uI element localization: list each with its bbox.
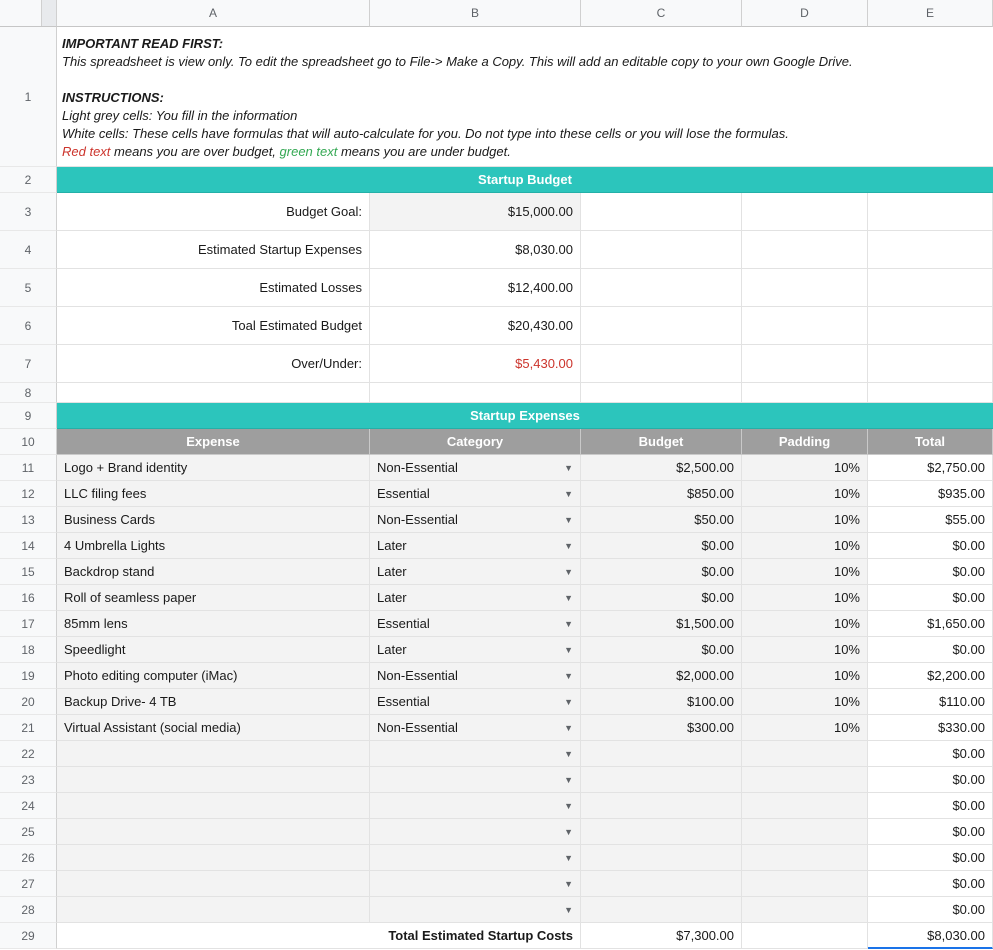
padding-cell[interactable]: 10% [742, 455, 868, 481]
empty-cell[interactable] [868, 383, 993, 403]
row-number[interactable]: 29 [0, 923, 57, 949]
white-cells-line: White cells: These cells have formulas that will auto-calculate for you. Do not type into these cells or you will lose the formulas. [62, 126, 789, 141]
column-header-d[interactable]: D [742, 0, 868, 27]
expense-name-cell[interactable] [57, 767, 370, 793]
row-number[interactable]: 14 [0, 533, 57, 559]
row-number[interactable]: 20 [0, 689, 57, 715]
expense-row [0, 689, 993, 715]
budget-cell[interactable] [581, 741, 742, 767]
budget-cell[interactable] [581, 767, 742, 793]
total-budget-cell[interactable]: $7,300.00 [581, 923, 742, 949]
expenses-header-row [0, 429, 993, 455]
empty-cell[interactable] [868, 231, 993, 269]
row-number[interactable]: 17 [0, 611, 57, 637]
budget-cell[interactable] [581, 845, 742, 871]
total-cell[interactable]: $55.00 [868, 507, 993, 533]
expense-name-cell[interactable]: Photo editing computer (iMac) [57, 663, 370, 689]
row-number[interactable]: 18 [0, 637, 57, 663]
instructions-title: INSTRUCTIONS: [62, 90, 164, 105]
budget-cell[interactable] [581, 793, 742, 819]
empty-cell[interactable] [581, 383, 742, 403]
budget-cell[interactable]: $0.00 [581, 533, 742, 559]
budget-value-cell[interactable]: $20,430.00 [370, 307, 581, 345]
expense-name-cell[interactable]: Business Cards [57, 507, 370, 533]
row-number[interactable]: 19 [0, 663, 57, 689]
total-cell[interactable]: $0.00 [868, 767, 993, 793]
red-text-rest: means you are over budget, [110, 144, 280, 159]
dropdown-arrow-icon[interactable]: ▼ [564, 566, 573, 577]
row-number[interactable]: 8 [0, 383, 57, 403]
row-number[interactable]: 28 [0, 897, 57, 923]
row-number[interactable]: 24 [0, 793, 57, 819]
dropdown-arrow-icon[interactable]: ▼ [564, 800, 573, 811]
empty-cell[interactable] [370, 383, 581, 403]
category-value: Later [377, 642, 407, 657]
totals-row [0, 923, 993, 949]
budget-cell[interactable]: $100.00 [581, 689, 742, 715]
category-cell[interactable] [370, 481, 581, 507]
budget-summary-row [0, 193, 993, 231]
category-value: Later [377, 564, 407, 579]
total-cell[interactable]: $0.00 [868, 845, 993, 871]
category-cell[interactable] [370, 559, 581, 585]
expense-name-cell[interactable] [57, 845, 370, 871]
category-cell[interactable] [370, 793, 581, 819]
budget-cell[interactable]: $0.00 [581, 559, 742, 585]
padding-cell[interactable]: 10% [742, 689, 868, 715]
budget-label-cell[interactable]: Estimated Startup Expenses [57, 231, 370, 269]
header-expense[interactable]: Expense [57, 429, 370, 455]
budget-summary-row [0, 345, 993, 383]
budget-value-cell[interactable]: $15,000.00 [370, 193, 581, 231]
important-body: This spreadsheet is view only. To edit the spreadsheet go to File-> Make a Copy. This will add an editable copy to your own Google Drive. [62, 54, 853, 69]
select-all-corner[interactable] [0, 0, 57, 27]
category-cell[interactable] [370, 819, 581, 845]
row-number[interactable]: 22 [0, 741, 57, 767]
empty-cell[interactable] [581, 193, 742, 231]
expense-row [0, 481, 993, 507]
expense-name-cell[interactable] [57, 819, 370, 845]
expense-name-cell[interactable] [57, 897, 370, 923]
dropdown-arrow-icon[interactable]: ▼ [564, 852, 573, 863]
budget-cell[interactable]: $0.00 [581, 585, 742, 611]
column-header-b[interactable]: B [370, 0, 581, 27]
dropdown-arrow-icon[interactable]: ▼ [564, 644, 573, 655]
row-number[interactable]: 25 [0, 819, 57, 845]
total-cell[interactable]: $0.00 [868, 793, 993, 819]
total-cell[interactable]: $1,650.00 [868, 611, 993, 637]
category-value: Non-Essential [377, 512, 458, 527]
empty-expense-row [0, 897, 993, 923]
row-number[interactable]: 5 [0, 269, 57, 307]
expenses-section-title[interactable]: Startup Expenses [57, 403, 993, 429]
dropdown-arrow-icon[interactable]: ▼ [564, 592, 573, 603]
category-cell[interactable] [370, 611, 581, 637]
category-cell[interactable] [370, 715, 581, 741]
total-cell[interactable]: $0.00 [868, 559, 993, 585]
dropdown-arrow-icon[interactable]: ▼ [564, 696, 573, 707]
total-costs-label-cell[interactable]: Total Estimated Startup Costs [57, 923, 581, 949]
category-cell[interactable] [370, 507, 581, 533]
total-cell[interactable]: $2,200.00 [868, 663, 993, 689]
header-budget[interactable]: Budget [581, 429, 742, 455]
budget-cell[interactable]: $850.00 [581, 481, 742, 507]
category-cell[interactable] [370, 689, 581, 715]
header-category[interactable]: Category [370, 429, 581, 455]
grey-cells-line: Light grey cells: You fill in the information [62, 108, 298, 123]
budget-label-cell[interactable]: Toal Estimated Budget [57, 307, 370, 345]
expense-name-cell[interactable]: Speedlight [57, 637, 370, 663]
row-number[interactable]: 23 [0, 767, 57, 793]
empty-cell[interactable] [868, 193, 993, 231]
dropdown-arrow-icon[interactable]: ▼ [564, 878, 573, 889]
dropdown-arrow-icon[interactable]: ▼ [564, 670, 573, 681]
padding-cell[interactable]: 10% [742, 507, 868, 533]
row-number[interactable]: 11 [0, 455, 57, 481]
budget-cell[interactable]: $2,500.00 [581, 455, 742, 481]
padding-cell[interactable]: 10% [742, 611, 868, 637]
expense-name-cell[interactable] [57, 793, 370, 819]
padding-cell[interactable] [742, 793, 868, 819]
empty-expense-row [0, 871, 993, 897]
budget-cell[interactable]: $0.00 [581, 637, 742, 663]
empty-cell[interactable] [868, 269, 993, 307]
total-cell[interactable]: $0.00 [868, 897, 993, 923]
category-value: Essential [377, 616, 430, 631]
padding-cell[interactable]: 10% [742, 715, 868, 741]
budget-cell[interactable] [581, 819, 742, 845]
column-header-e[interactable]: E [868, 0, 993, 27]
padding-cell[interactable] [742, 741, 868, 767]
empty-cell[interactable] [581, 231, 742, 269]
category-value: Later [377, 538, 407, 553]
expense-rows [0, 455, 993, 741]
instructions-cell[interactable] [57, 27, 993, 167]
budget-cell[interactable]: $300.00 [581, 715, 742, 741]
budget-cell[interactable]: $50.00 [581, 507, 742, 533]
empty-cell[interactable] [742, 269, 868, 307]
category-value: Essential [377, 486, 430, 501]
dropdown-arrow-icon[interactable]: ▼ [564, 618, 573, 629]
category-cell[interactable] [370, 585, 581, 611]
padding-cell[interactable]: 10% [742, 637, 868, 663]
budget-summary-row [0, 269, 993, 307]
green-text-label: green text [279, 144, 338, 159]
total-cell[interactable]: $110.00 [868, 689, 993, 715]
empty-cell[interactable] [742, 307, 868, 345]
budget-value-cell[interactable]: $8,030.00 [370, 231, 581, 269]
dropdown-arrow-icon[interactable]: ▼ [564, 540, 573, 551]
expense-name-cell[interactable]: Backdrop stand [57, 559, 370, 585]
empty-cell[interactable] [742, 383, 868, 403]
row-number[interactable]: 7 [0, 345, 57, 383]
category-value: Essential [377, 694, 430, 709]
dropdown-arrow-icon[interactable]: ▼ [564, 904, 573, 915]
empty-cell[interactable] [868, 307, 993, 345]
padding-cell[interactable] [742, 767, 868, 793]
category-value: Later [377, 590, 407, 605]
row-number[interactable]: 26 [0, 845, 57, 871]
blank-line [62, 71, 987, 89]
row-number[interactable]: 21 [0, 715, 57, 741]
budget-summary-row [0, 307, 993, 345]
column-header-strip [0, 0, 993, 27]
header-total[interactable]: Total [868, 429, 993, 455]
empty-expense-row [0, 845, 993, 871]
budget-summary-row [0, 231, 993, 269]
empty-cell[interactable] [742, 193, 868, 231]
padding-cell[interactable]: 10% [742, 663, 868, 689]
green-text-rest: means you are under budget. [337, 144, 511, 159]
dropdown-arrow-icon[interactable]: ▼ [564, 774, 573, 785]
category-value: Non-Essential [377, 460, 458, 475]
category-cell[interactable] [370, 741, 581, 767]
expense-name-cell[interactable] [57, 741, 370, 767]
budget-label-cell[interactable]: Estimated Losses [57, 269, 370, 307]
expenses-banner-row [0, 403, 993, 429]
budget-label-cell[interactable]: Budget Goal: [57, 193, 370, 231]
category-cell[interactable] [370, 663, 581, 689]
empty-expense-row [0, 793, 993, 819]
total-cell[interactable]: $0.00 [868, 871, 993, 897]
column-header-c[interactable]: C [581, 0, 742, 27]
budget-cell[interactable]: $1,500.00 [581, 611, 742, 637]
padding-cell[interactable]: 10% [742, 585, 868, 611]
expense-row [0, 715, 993, 741]
category-cell[interactable] [370, 897, 581, 923]
empty-cell[interactable] [742, 231, 868, 269]
category-cell[interactable] [370, 767, 581, 793]
expense-name-cell[interactable]: Roll of seamless paper [57, 585, 370, 611]
expense-name-cell[interactable]: Virtual Assistant (social media) [57, 715, 370, 741]
select-all-box[interactable] [41, 0, 56, 26]
row-number[interactable]: 2 [0, 167, 57, 193]
column-header-a[interactable]: A [57, 0, 370, 27]
budget-cell[interactable]: $2,000.00 [581, 663, 742, 689]
instructions-row [0, 27, 993, 167]
budget-value-cell[interactable]: $12,400.00 [370, 269, 581, 307]
row-number[interactable]: 1 [0, 27, 57, 167]
total-cell[interactable]: $330.00 [868, 715, 993, 741]
header-padding[interactable]: Padding [742, 429, 868, 455]
expense-name-cell[interactable]: Backup Drive- 4 TB [57, 689, 370, 715]
category-value: Non-Essential [377, 720, 458, 735]
budget-value-cell[interactable]: $5,430.00 [370, 345, 581, 383]
category-value: Non-Essential [377, 668, 458, 683]
padding-cell[interactable]: 10% [742, 533, 868, 559]
row-number[interactable]: 6 [0, 307, 57, 345]
row-number[interactable]: 12 [0, 481, 57, 507]
expense-row [0, 507, 993, 533]
padding-cell[interactable] [742, 871, 868, 897]
expense-row [0, 585, 993, 611]
dropdown-arrow-icon[interactable]: ▼ [564, 748, 573, 759]
budget-label-cell[interactable]: Over/Under: [57, 345, 370, 383]
category-cell[interactable] [370, 871, 581, 897]
row-number[interactable]: 9 [0, 403, 57, 429]
budget-color-line [62, 143, 987, 161]
row-number[interactable]: 13 [0, 507, 57, 533]
category-cell[interactable] [370, 845, 581, 871]
row-number[interactable]: 15 [0, 559, 57, 585]
empty-row [0, 383, 993, 403]
padding-cell[interactable] [742, 845, 868, 871]
expense-row [0, 663, 993, 689]
budget-summary [0, 193, 993, 383]
budget-cell[interactable] [581, 897, 742, 923]
row-number[interactable]: 16 [0, 585, 57, 611]
padding-cell[interactable]: 10% [742, 559, 868, 585]
important-title: IMPORTANT READ FIRST: [62, 36, 224, 51]
expense-row [0, 455, 993, 481]
total-value-cell[interactable]: $8,030.00 [868, 923, 993, 949]
row-number[interactable]: 4 [0, 231, 57, 269]
expense-name-cell[interactable]: 85mm lens [57, 611, 370, 637]
expense-row [0, 559, 993, 585]
padding-cell[interactable]: 10% [742, 481, 868, 507]
total-cell[interactable]: $0.00 [868, 819, 993, 845]
empty-cell[interactable] [581, 269, 742, 307]
empty-cell[interactable] [742, 345, 868, 383]
total-cell[interactable]: $0.00 [868, 741, 993, 767]
empty-expense-row [0, 819, 993, 845]
row-number[interactable]: 3 [0, 193, 57, 231]
dropdown-arrow-icon[interactable]: ▼ [564, 514, 573, 525]
dropdown-arrow-icon[interactable]: ▼ [564, 462, 573, 473]
expense-row [0, 533, 993, 559]
empty-cell[interactable] [581, 307, 742, 345]
empty-cell[interactable] [581, 345, 742, 383]
total-cell[interactable]: $935.00 [868, 481, 993, 507]
padding-cell[interactable] [742, 897, 868, 923]
expense-row [0, 637, 993, 663]
budget-section-title[interactable]: Startup Budget [57, 167, 993, 193]
empty-expense-row [0, 767, 993, 793]
empty-cell[interactable] [868, 345, 993, 383]
empty-cell[interactable] [57, 383, 370, 403]
dropdown-arrow-icon[interactable]: ▼ [564, 488, 573, 499]
dropdown-arrow-icon[interactable]: ▼ [564, 826, 573, 837]
empty-expense-row [0, 741, 993, 767]
total-cell[interactable]: $0.00 [868, 637, 993, 663]
category-cell[interactable] [370, 637, 581, 663]
row-number[interactable]: 10 [0, 429, 57, 455]
budget-banner-row [0, 167, 993, 193]
padding-cell[interactable] [742, 819, 868, 845]
expense-name-cell[interactable]: LLC filing fees [57, 481, 370, 507]
expense-name-cell[interactable]: Logo + Brand identity [57, 455, 370, 481]
expense-name-cell[interactable]: 4 Umbrella Lights [57, 533, 370, 559]
row-number[interactable]: 27 [0, 871, 57, 897]
expense-row [0, 611, 993, 637]
empty-expense-rows [0, 741, 993, 923]
category-cell[interactable] [370, 533, 581, 559]
total-cell[interactable]: $2,750.00 [868, 455, 993, 481]
total-cell[interactable]: $0.00 [868, 585, 993, 611]
total-cell[interactable]: $0.00 [868, 533, 993, 559]
empty-cell[interactable] [742, 923, 868, 949]
expense-name-cell[interactable] [57, 871, 370, 897]
red-text-label: Red text [62, 144, 111, 159]
dropdown-arrow-icon[interactable]: ▼ [564, 722, 573, 733]
category-cell[interactable] [370, 455, 581, 481]
budget-cell[interactable] [581, 871, 742, 897]
